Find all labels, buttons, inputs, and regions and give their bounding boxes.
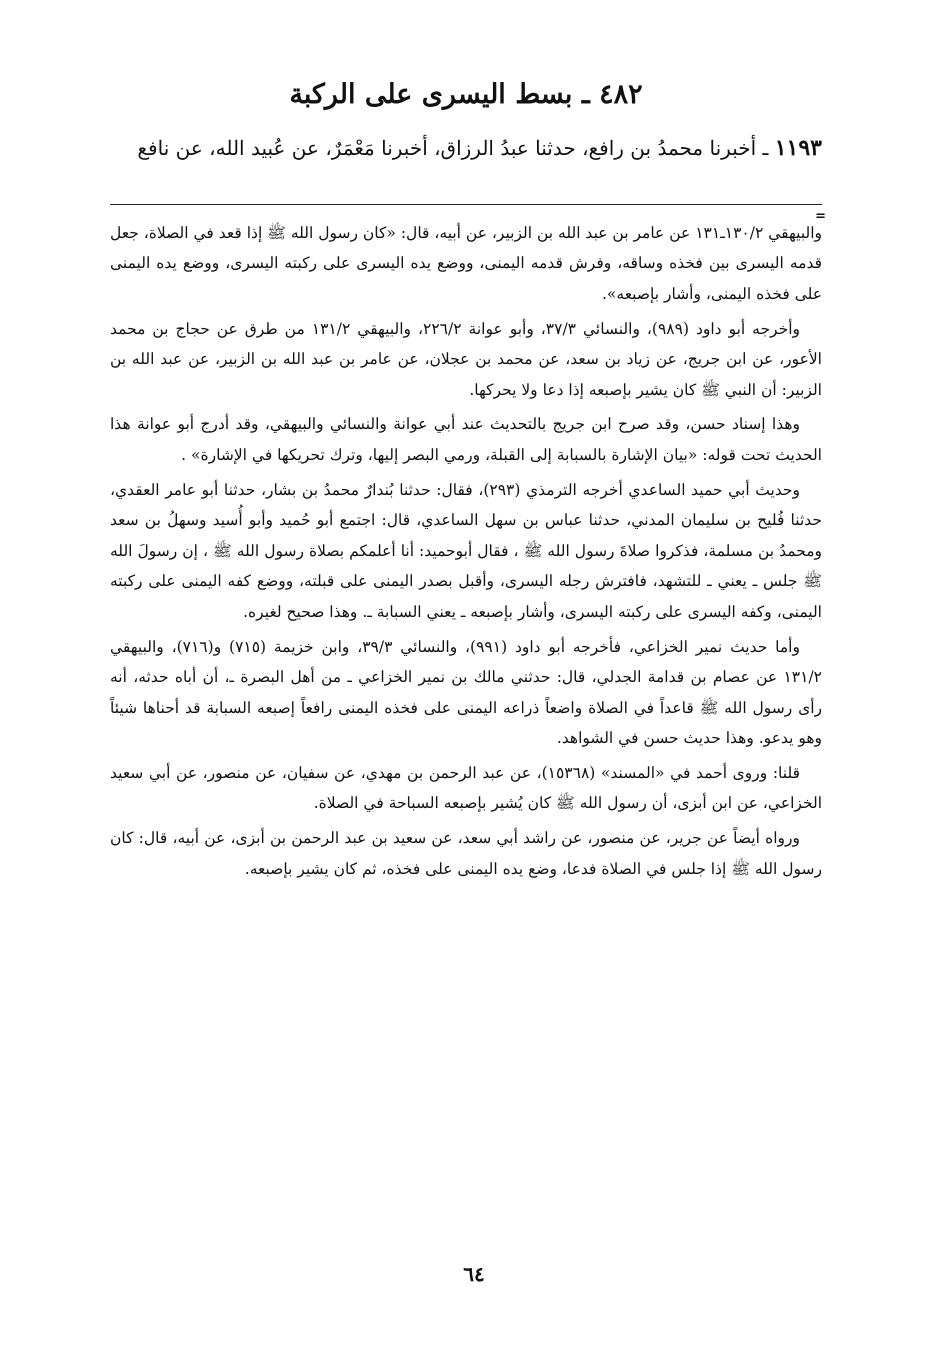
footnote-paragraph: والبيهقي ١٣٠/٢ـ١٣١ عن عامر بن عبد الله بن الزبير، عن أبيه، قال: «كان رسول الله ﷺ إذا قعد في الصلاة، جعل قدمه اليسرى بين فخذه وساقه، وفرش قدمه اليمنى، ووضع يده اليسرى على ركبته اليسرى، ووضع يده اليمنى على فخذه اليمنى، وأشار بإصبعه». xyxy=(110,223,823,303)
footnotes xyxy=(110,218,822,884)
footnote-separator xyxy=(110,204,826,224)
footnote-paragraph: وحديث أبي حميد الساعدي أخرجه الترمذي (٢٩٣)، فقال: حدثنا بُندارٌ محمدُ بن بشار، حدثنا أبو عامر العقدي، حدثنا فُليح بن سليمان المدني، حدثنا عباس بن سهل الساعدي، قال: اجتمع أبو حُميد وأبو أُسيد وسهلُ بن سعد ومحمدُ بن مسلمة، فذكروا صلاةَ رسول الله ﷺ ، فقال أبوحميد: أنا أعلمكم بصلاة رسول الله ﷺ ، إن رسولَ الله ﷺ جلس ـ يعني ـ للتشهد، فافترش رجله اليسرى، وأقبل بصدر اليمنى على قبلته، ووضع كفه اليمنى على ركبته اليمنى، وكفه اليسرى على ركبته اليسرى، وأشار بإصبعه ـ يعني السبابة ـ. وهذا صحيح لغيره. xyxy=(110,480,822,621)
hadith-text: أخبرنا محمدُ بن رافع، حدثنا عبدُ الرزاق، أخبرنا مَعْمَرٌ، عن عُبيد الله، عن نافع xyxy=(137,135,757,160)
continuation-mark: = xyxy=(815,208,826,224)
page-number: ٦٤ xyxy=(463,1262,485,1286)
footnote-paragraph: وأخرجه أبو داود (٩٨٩)، والنسائي ٣٧/٣، وأبو عوانة ٢٢٦/٢، والبيهقي ١٣١/٢ من طرق عن حجاج بن محمد الأعور، عن ابن جريج، عن زياد بن سعد، عن محمد بن عجلان، عن عامر بن عبد الله بن الزبير، عن عبد الله بن الزبير: أن النبي ﷺ كان يشير بإصبعه إذا دعا ولا يحركها. xyxy=(110,319,822,399)
separator-line xyxy=(110,204,822,205)
chapter-title: ٤٨٢ ـ بسط اليسرى على الركبة xyxy=(289,79,643,110)
hadith-number: ١١٩٣ xyxy=(774,134,822,161)
footnote-paragraph: قلنا: وروى أحمد في «المسند» (١٥٣٦٨)، عن عبد الرحمن بن مهدي، عن سفيان، عن منصور، عن أبي سعيد الخزاعي، عن ابن أبزى، أن رسول الله ﷺ كان يُشير بإصبعه السباحة في الصلاة. xyxy=(110,763,822,813)
hadith-dash: ـ xyxy=(756,135,775,160)
page-body xyxy=(110,70,826,888)
hadith-text-block xyxy=(110,126,822,170)
footnote-paragraph: وأما حديث نمير الخزاعي، فأخرجه أبو داود (٩٩١)، والنسائي ٣٩/٣، وابن خزيمة (٧١٥) و(٧١٦)، والبيهقي ١٣١/٢ عن عصام بن قدامة الجدلي، قال: حدثني مالك بن نمير الخزاعي ـ من أهل البصرة ـ، أن أباه حدثه، أنه رأى رسول الله ﷺ قاعداً في الصلاة واضعاً ذراعه اليمنى على فخذه اليمنى رافعاً إصبعه السبابة قد أحناها شيئاً وهو يدعو. وهذا حديث حسن في الشواهد. xyxy=(110,637,822,748)
footnote-paragraph: وهذا إسناد حسن، وقد صرح ابن جريج بالتحديث عند أبي عوانة والنسائي والبيهقي، وقد أدرج أبو عوانة هذا الحديث تحت قوله: «بيان الإشارة بالسبابة إلى القبلة، ورمي البصر إليها، وترك تحريكها في الإشارة» . xyxy=(110,415,822,464)
footnote-paragraph: ورواه أيضاً عن جرير، عن منصور، عن راشد أبي سعد، عن سعيد بن عبد الرحمن بن أبزى، عن أبيه، قال: كان رسول الله ﷺ إذا جلس في الصلاة فدعا، وضع يده اليمنى على فخذه، ثم كان يشير بإصبعه. xyxy=(110,829,822,878)
